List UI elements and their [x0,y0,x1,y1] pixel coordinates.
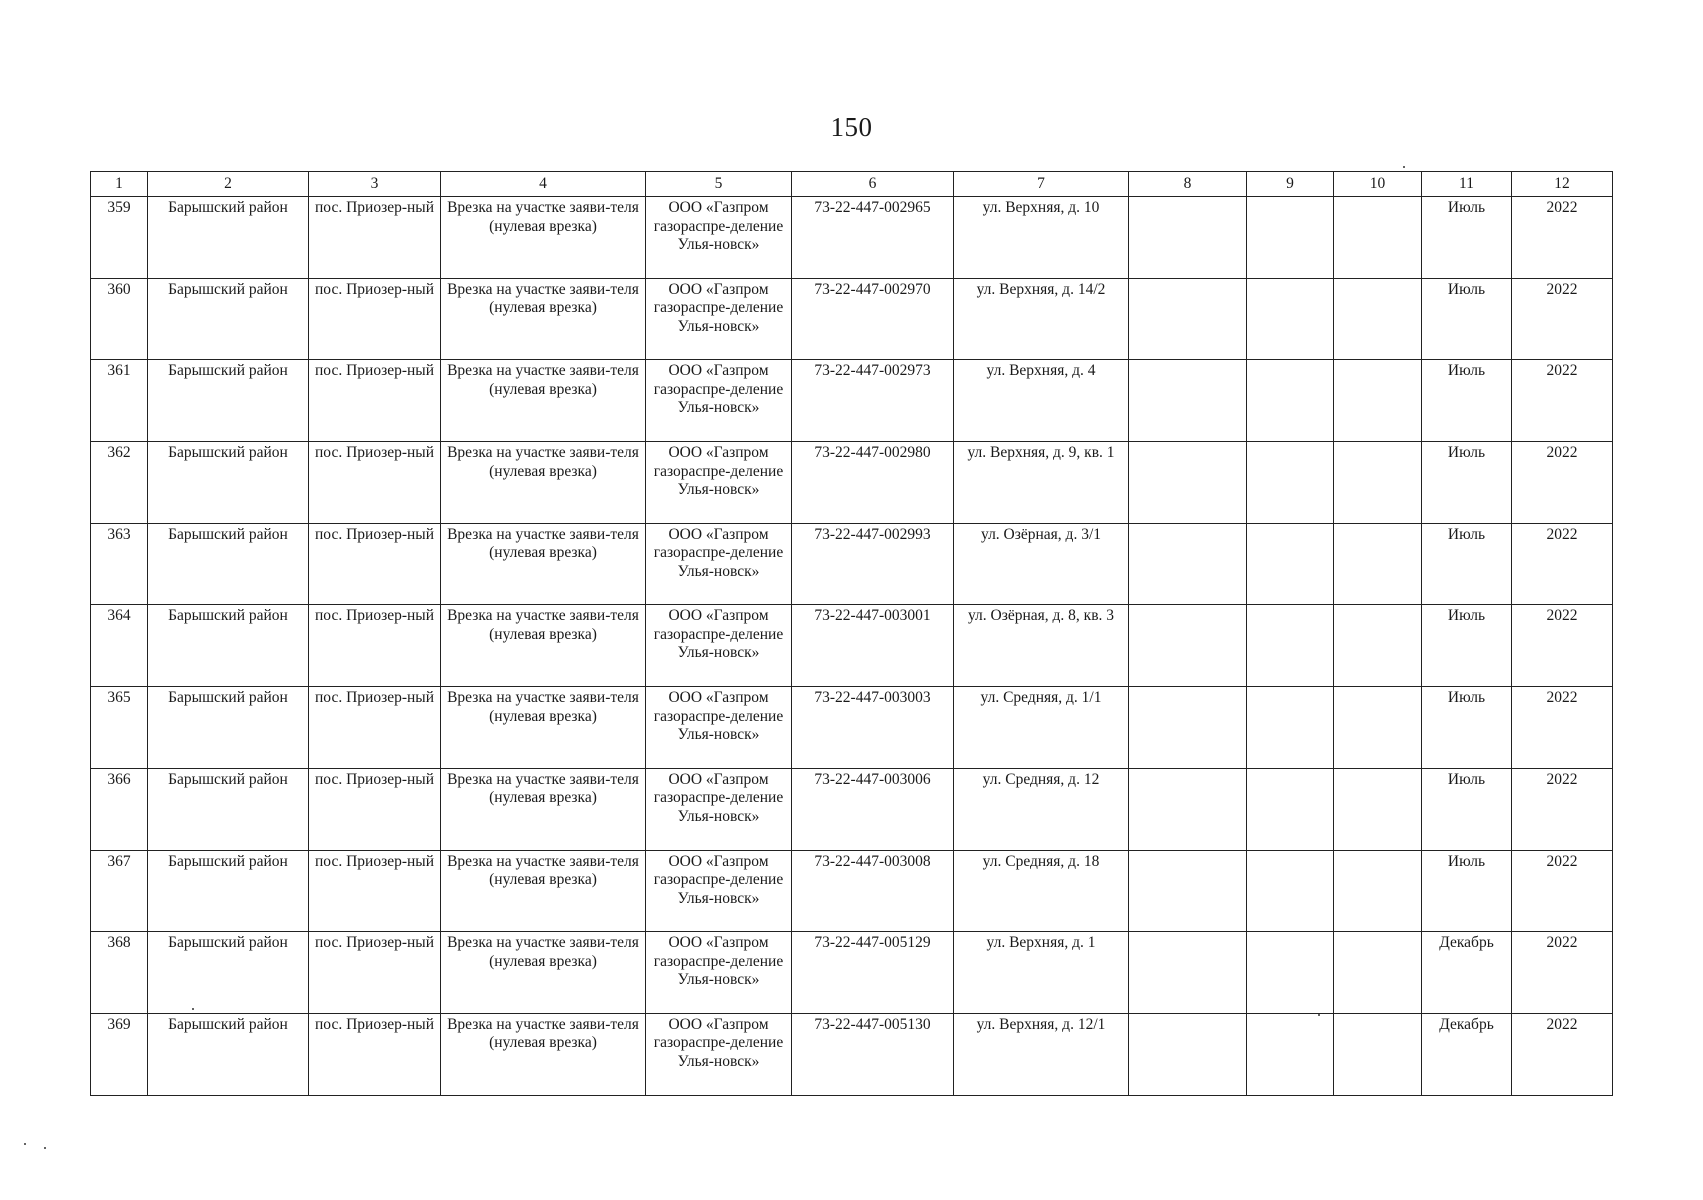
organization-cell: ООО «Газпром газораспре-деление Улья-новск» [646,442,792,524]
row-number: 365 [91,687,148,769]
scan-speck [192,1008,194,1010]
column-header-5: 5 [646,172,792,197]
address-cell: ул. Верхняя, д. 14/2 [954,278,1129,360]
work-type-cell: Врезка на участке заяви-теля (нулевая врезка) [441,523,646,605]
locality-cell: пос. Приозер-ный [309,360,441,442]
organization-cell: ООО «Газпром газораспре-деление Улья-новск» [646,932,792,1014]
column-8-cell [1129,360,1247,442]
column-header-10: 10 [1334,172,1422,197]
column-9-cell [1247,687,1334,769]
district-cell: Барышский район [148,197,309,279]
district-cell: Барышский район [148,442,309,524]
register-table [90,171,1613,1096]
column-10-cell [1334,768,1422,850]
column-header-1: 1 [91,172,148,197]
row-number: 368 [91,932,148,1014]
work-type-cell: Врезка на участке заяви-теля (нулевая врезка) [441,197,646,279]
table-body [91,197,1613,1096]
column-10-cell [1334,278,1422,360]
object-id-cell: 73-22-447-002973 [792,360,954,442]
object-id-cell: 73-22-447-003008 [792,850,954,932]
object-id-cell: 73-22-447-002970 [792,278,954,360]
column-8-cell [1129,932,1247,1014]
row-number: 360 [91,278,148,360]
column-number-header [91,172,1613,197]
column-10-cell [1334,932,1422,1014]
work-type-cell: Врезка на участке заяви-теля (нулевая врезка) [441,850,646,932]
table-row [91,523,1613,605]
column-8-cell [1129,1013,1247,1095]
column-10-cell [1334,605,1422,687]
column-header-4: 4 [441,172,646,197]
district-cell: Барышский район [148,278,309,360]
column-8-cell [1129,523,1247,605]
column-8-cell [1129,197,1247,279]
address-cell: ул. Верхняя, д. 1 [954,932,1129,1014]
district-cell: Барышский район [148,523,309,605]
column-8-cell [1129,687,1247,769]
column-9-cell [1247,768,1334,850]
year-cell: 2022 [1512,197,1613,279]
column-9-cell [1247,278,1334,360]
organization-cell: ООО «Газпром газораспре-деление Улья-новск» [646,1013,792,1095]
table-row [91,1013,1613,1095]
table-row [91,605,1613,687]
month-cell: Декабрь [1422,1013,1512,1095]
month-cell: Июль [1422,687,1512,769]
column-header-3: 3 [309,172,441,197]
table-row [91,442,1613,524]
month-cell: Июль [1422,360,1512,442]
row-number: 359 [91,197,148,279]
column-header-6: 6 [792,172,954,197]
header-row [91,172,1613,197]
organization-cell: ООО «Газпром газораспре-деление Улья-новск» [646,687,792,769]
column-9-cell [1247,932,1334,1014]
object-id-cell: 73-22-447-002993 [792,523,954,605]
district-cell: Барышский район [148,687,309,769]
scan-speck [44,1147,46,1149]
locality-cell: пос. Приозер-ный [309,1013,441,1095]
row-number: 361 [91,360,148,442]
locality-cell: пос. Приозер-ный [309,442,441,524]
column-10-cell [1334,523,1422,605]
month-cell: Июль [1422,605,1512,687]
address-cell: ул. Средняя, д. 12 [954,768,1129,850]
address-cell: ул. Верхняя, д. 12/1 [954,1013,1129,1095]
scan-speck [24,1143,26,1145]
month-cell: Июль [1422,442,1512,524]
column-9-cell [1247,442,1334,524]
address-cell: ул. Верхняя, д. 10 [954,197,1129,279]
column-10-cell [1334,850,1422,932]
work-type-cell: Врезка на участке заяви-теля (нулевая врезка) [441,360,646,442]
year-cell: 2022 [1512,768,1613,850]
district-cell: Барышский район [148,768,309,850]
locality-cell: пос. Приозер-ный [309,687,441,769]
address-cell: ул. Верхняя, д. 9, кв. 1 [954,442,1129,524]
month-cell: Декабрь [1422,932,1512,1014]
object-id-cell: 73-22-447-003003 [792,687,954,769]
year-cell: 2022 [1512,1013,1613,1095]
district-cell: Барышский район [148,605,309,687]
locality-cell: пос. Приозер-ный [309,768,441,850]
address-cell: ул. Озёрная, д. 3/1 [954,523,1129,605]
locality-cell: пос. Приозер-ный [309,605,441,687]
column-header-2: 2 [148,172,309,197]
column-header-8: 8 [1129,172,1247,197]
year-cell: 2022 [1512,932,1613,1014]
column-8-cell [1129,278,1247,360]
object-id-cell: 73-22-447-005129 [792,932,954,1014]
locality-cell: пос. Приозер-ный [309,850,441,932]
column-10-cell [1334,687,1422,769]
organization-cell: ООО «Газпром газораспре-деление Улья-новск» [646,278,792,360]
scan-speck [1318,1014,1320,1016]
district-cell: Барышский район [148,360,309,442]
work-type-cell: Врезка на участке заяви-теля (нулевая врезка) [441,932,646,1014]
column-9-cell [1247,1013,1334,1095]
row-number: 369 [91,1013,148,1095]
locality-cell: пос. Приозер-ный [309,932,441,1014]
year-cell: 2022 [1512,523,1613,605]
month-cell: Июль [1422,850,1512,932]
object-id-cell: 73-22-447-002980 [792,442,954,524]
year-cell: 2022 [1512,360,1613,442]
month-cell: Июль [1422,523,1512,605]
organization-cell: ООО «Газпром газораспре-деление Улья-новск» [646,360,792,442]
work-type-cell: Врезка на участке заяви-теля (нулевая врезка) [441,687,646,769]
row-number: 366 [91,768,148,850]
month-cell: Июль [1422,768,1512,850]
column-9-cell [1247,523,1334,605]
object-id-cell: 73-22-447-005130 [792,1013,954,1095]
locality-cell: пос. Приозер-ный [309,523,441,605]
year-cell: 2022 [1512,605,1613,687]
year-cell: 2022 [1512,850,1613,932]
district-cell: Барышский район [148,850,309,932]
column-10-cell [1334,197,1422,279]
table-row [91,360,1613,442]
month-cell: Июль [1422,197,1512,279]
column-header-11: 11 [1422,172,1512,197]
address-cell: ул. Верхняя, д. 4 [954,360,1129,442]
table-row [91,197,1613,279]
address-cell: ул. Средняя, д. 18 [954,850,1129,932]
object-id-cell: 73-22-447-003006 [792,768,954,850]
organization-cell: ООО «Газпром газораспре-деление Улья-новск» [646,605,792,687]
table-row [91,687,1613,769]
column-8-cell [1129,850,1247,932]
column-8-cell [1129,442,1247,524]
work-type-cell: Врезка на участке заяви-теля (нулевая врезка) [441,605,646,687]
organization-cell: ООО «Газпром газораспре-деление Улья-новск» [646,523,792,605]
scan-speck [1403,166,1405,168]
locality-cell: пос. Приозер-ный [309,278,441,360]
district-cell: Барышский район [148,932,309,1014]
table-row [91,278,1613,360]
organization-cell: ООО «Газпром газораспре-деление Улья-новск» [646,197,792,279]
row-number: 363 [91,523,148,605]
column-9-cell [1247,850,1334,932]
work-type-cell: Врезка на участке заяви-теля (нулевая врезка) [441,1013,646,1095]
table-row [91,768,1613,850]
column-9-cell [1247,360,1334,442]
year-cell: 2022 [1512,687,1613,769]
organization-cell: ООО «Газпром газораспре-деление Улья-новск» [646,768,792,850]
column-10-cell [1334,442,1422,524]
table-row [91,850,1613,932]
column-header-9: 9 [1247,172,1334,197]
column-8-cell [1129,768,1247,850]
page-number: 150 [830,112,873,142]
column-10-cell [1334,360,1422,442]
work-type-cell: Врезка на участке заяви-теля (нулевая врезка) [441,768,646,850]
locality-cell: пос. Приозер-ный [309,197,441,279]
column-10-cell [1334,1013,1422,1095]
column-8-cell [1129,605,1247,687]
year-cell: 2022 [1512,278,1613,360]
column-header-7: 7 [954,172,1129,197]
column-9-cell [1247,197,1334,279]
month-cell: Июль [1422,278,1512,360]
row-number: 367 [91,850,148,932]
object-id-cell: 73-22-447-003001 [792,605,954,687]
table-row [91,932,1613,1014]
organization-cell: ООО «Газпром газораспре-деление Улья-новск» [646,850,792,932]
address-cell: ул. Озёрная, д. 8, кв. 3 [954,605,1129,687]
work-type-cell: Врезка на участке заяви-теля (нулевая врезка) [441,278,646,360]
row-number: 364 [91,605,148,687]
work-type-cell: Врезка на участке заяви-теля (нулевая врезка) [441,442,646,524]
year-cell: 2022 [1512,442,1613,524]
object-id-cell: 73-22-447-002965 [792,197,954,279]
address-cell: ул. Средняя, д. 1/1 [954,687,1129,769]
row-number: 362 [91,442,148,524]
district-cell: Барышский район [148,1013,309,1095]
column-9-cell [1247,605,1334,687]
column-header-12: 12 [1512,172,1613,197]
